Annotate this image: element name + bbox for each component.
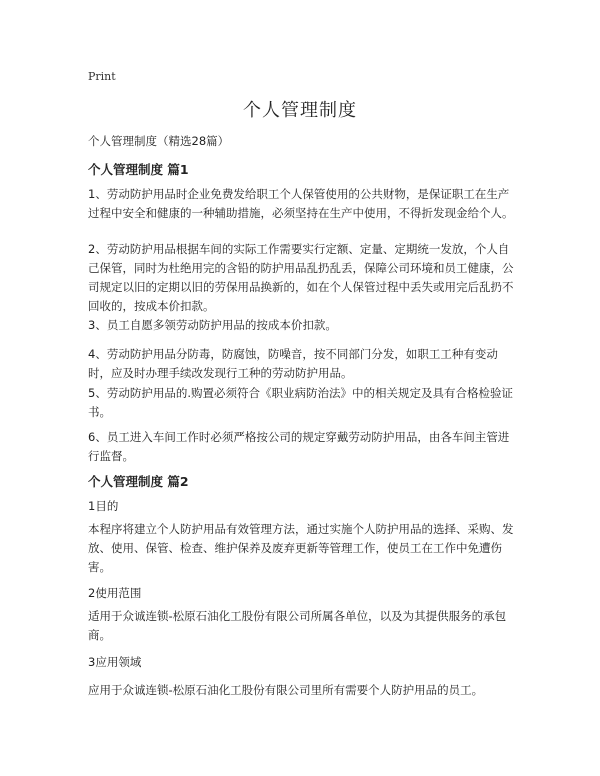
paragraph-1-2: 2、劳动防护用品根据车间的实际工作需要实行定额、定量、定期统一发放，个人自己保管，同时为杜绝用完的含铅的防护用品乱扔乱丢，保障公司环境和员工健康，公司规定以旧的定期以旧的劳保用品换新的，如在个人保管过程中丢失或用完后乱扔不回收的，按成本价扣款。 [88,242,514,313]
paragraph-1-6: 6、员工进入车间工作时必须严格按公司的规定穿戴劳动防护用品，由各车间主管进行监督。 [88,430,510,463]
paragraph-1-1: 1、劳动防护用品时企业免费发给职工个人保管使用的公共财物，是保证职工在生产过程中安全和健康的一种辅助措施，必须坚持在生产中使用，不得折发现金给个人。 [88,187,514,220]
paragraph-1-3: 3、员工自愿多领劳动防护用品的按成本价扣款。 [88,318,337,332]
paragraph-2-3: 应用于众诚连锁-松原石油化工股份有限公司里所有需要个人防护用品的员工。 [88,683,484,697]
section-heading-1: 个人管理制度 篇1 [88,162,189,177]
print-label: Print [88,70,116,83]
paragraph-1-4: 4、劳动防护用品分防毒，防腐蚀，防噪音，按不同部门分发，如职工工种有变动时，应及时办理手续改发现行工种的劳动防护用品。 [88,347,498,380]
paragraph-1-5: 5、劳动防护用品的.购置必须符合《职业病防治法》中的相关规定及具有合格检验证书。 [88,386,513,419]
sub-heading-scope: 2使用范围 [88,586,142,600]
document-title: 个人管理制度 [243,100,357,121]
sub-heading-purpose: 1目的 [88,499,119,513]
paragraph-2-2: 适用于众诚连锁-松原石油化工股份有限公司所属各单位，以及为其提供服务的承包商。 [88,609,507,642]
section-heading-2: 个人管理制度 篇2 [88,474,189,489]
sub-heading-application: 3应用领域 [88,655,142,669]
document-subtitle: 个人管理制度（精选28篇） [88,134,230,148]
paragraph-2-1: 本程序将建立个人防护用品有效管理方法，通过实施个人防护用品的选择、采购、发放、使用、保管、检查、维护保养及废弃更新等管理工作，使员工在工作中免遭伤害。 [88,522,514,574]
